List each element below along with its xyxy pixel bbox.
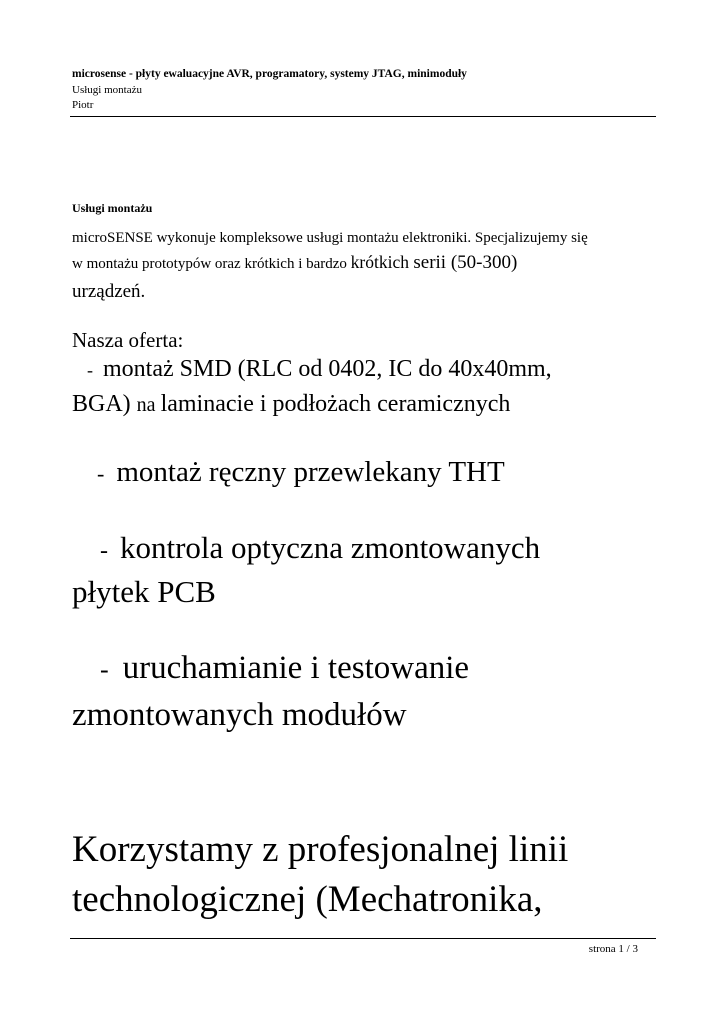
offer-item-smd-line-1: montaż SMD (RLC od 0402, IC do 40x40mm, — [103, 356, 552, 382]
offer-heading: Nasza oferta: — [72, 328, 184, 352]
bullet-dash: - — [97, 461, 105, 486]
bullet-dash: - — [87, 360, 93, 380]
intro-line-1: microSENSE wykonuje kompleksowe usługi montażu elektroniki. Specjalizujemy się — [72, 230, 588, 246]
author-name: Piotr — [72, 99, 94, 111]
offer-item-testing — [72, 650, 469, 687]
section-breadcrumb: Usługi montażu — [72, 84, 142, 96]
intro-line-2-part-a: w montażu prototypów oraz krótkich i bardzo — [72, 256, 351, 272]
closing-line-2: technologicznej (Mechatronika, — [72, 879, 543, 920]
offer-item-smd-line-2-part-a: BGA) — [72, 391, 137, 417]
header-divider — [70, 116, 656, 117]
offer-item-inspection — [72, 530, 540, 566]
footer-divider — [70, 938, 656, 939]
offer-item-inspection-line-1: kontrola optyczna zmontowanych — [120, 530, 541, 565]
intro-line-2 — [72, 252, 517, 274]
intro-line-2-part-b: krótkich — [350, 252, 414, 272]
intro-line-3: urządzeń. — [72, 281, 146, 302]
article-title: Usługi montażu — [72, 201, 153, 215]
offer-item-smd-line-2-part-b: na — [136, 394, 161, 416]
bullet-dash: - — [100, 538, 108, 564]
intro-line-2-part-c: serii (50-300) — [413, 252, 518, 273]
bullet-dash: - — [100, 655, 109, 684]
offer-item-inspection-line-2: płytek PCB — [72, 574, 216, 609]
offer-item-testing-line-2: zmontowanych modułów — [72, 697, 407, 733]
page-number: strona 1 / 3 — [588, 943, 638, 955]
site-title: microsense - płyty ewaluacyjne AVR, programatory, systemy JTAG, minimoduły — [72, 68, 467, 80]
offer-item-smd-line-2-part-c: laminacie i podłożach ceramicznych — [160, 391, 511, 417]
offer-item-smd — [72, 356, 552, 383]
closing-line-1: Korzystamy z profesjonalnej linii — [72, 829, 569, 870]
offer-item-testing-line-1: uruchamianie i testowanie — [122, 650, 470, 686]
offer-item-tht — [72, 456, 505, 489]
offer-item-tht-line-1: montaż ręczny przewlekany THT — [116, 456, 505, 488]
offer-item-smd-line-2 — [72, 391, 510, 418]
